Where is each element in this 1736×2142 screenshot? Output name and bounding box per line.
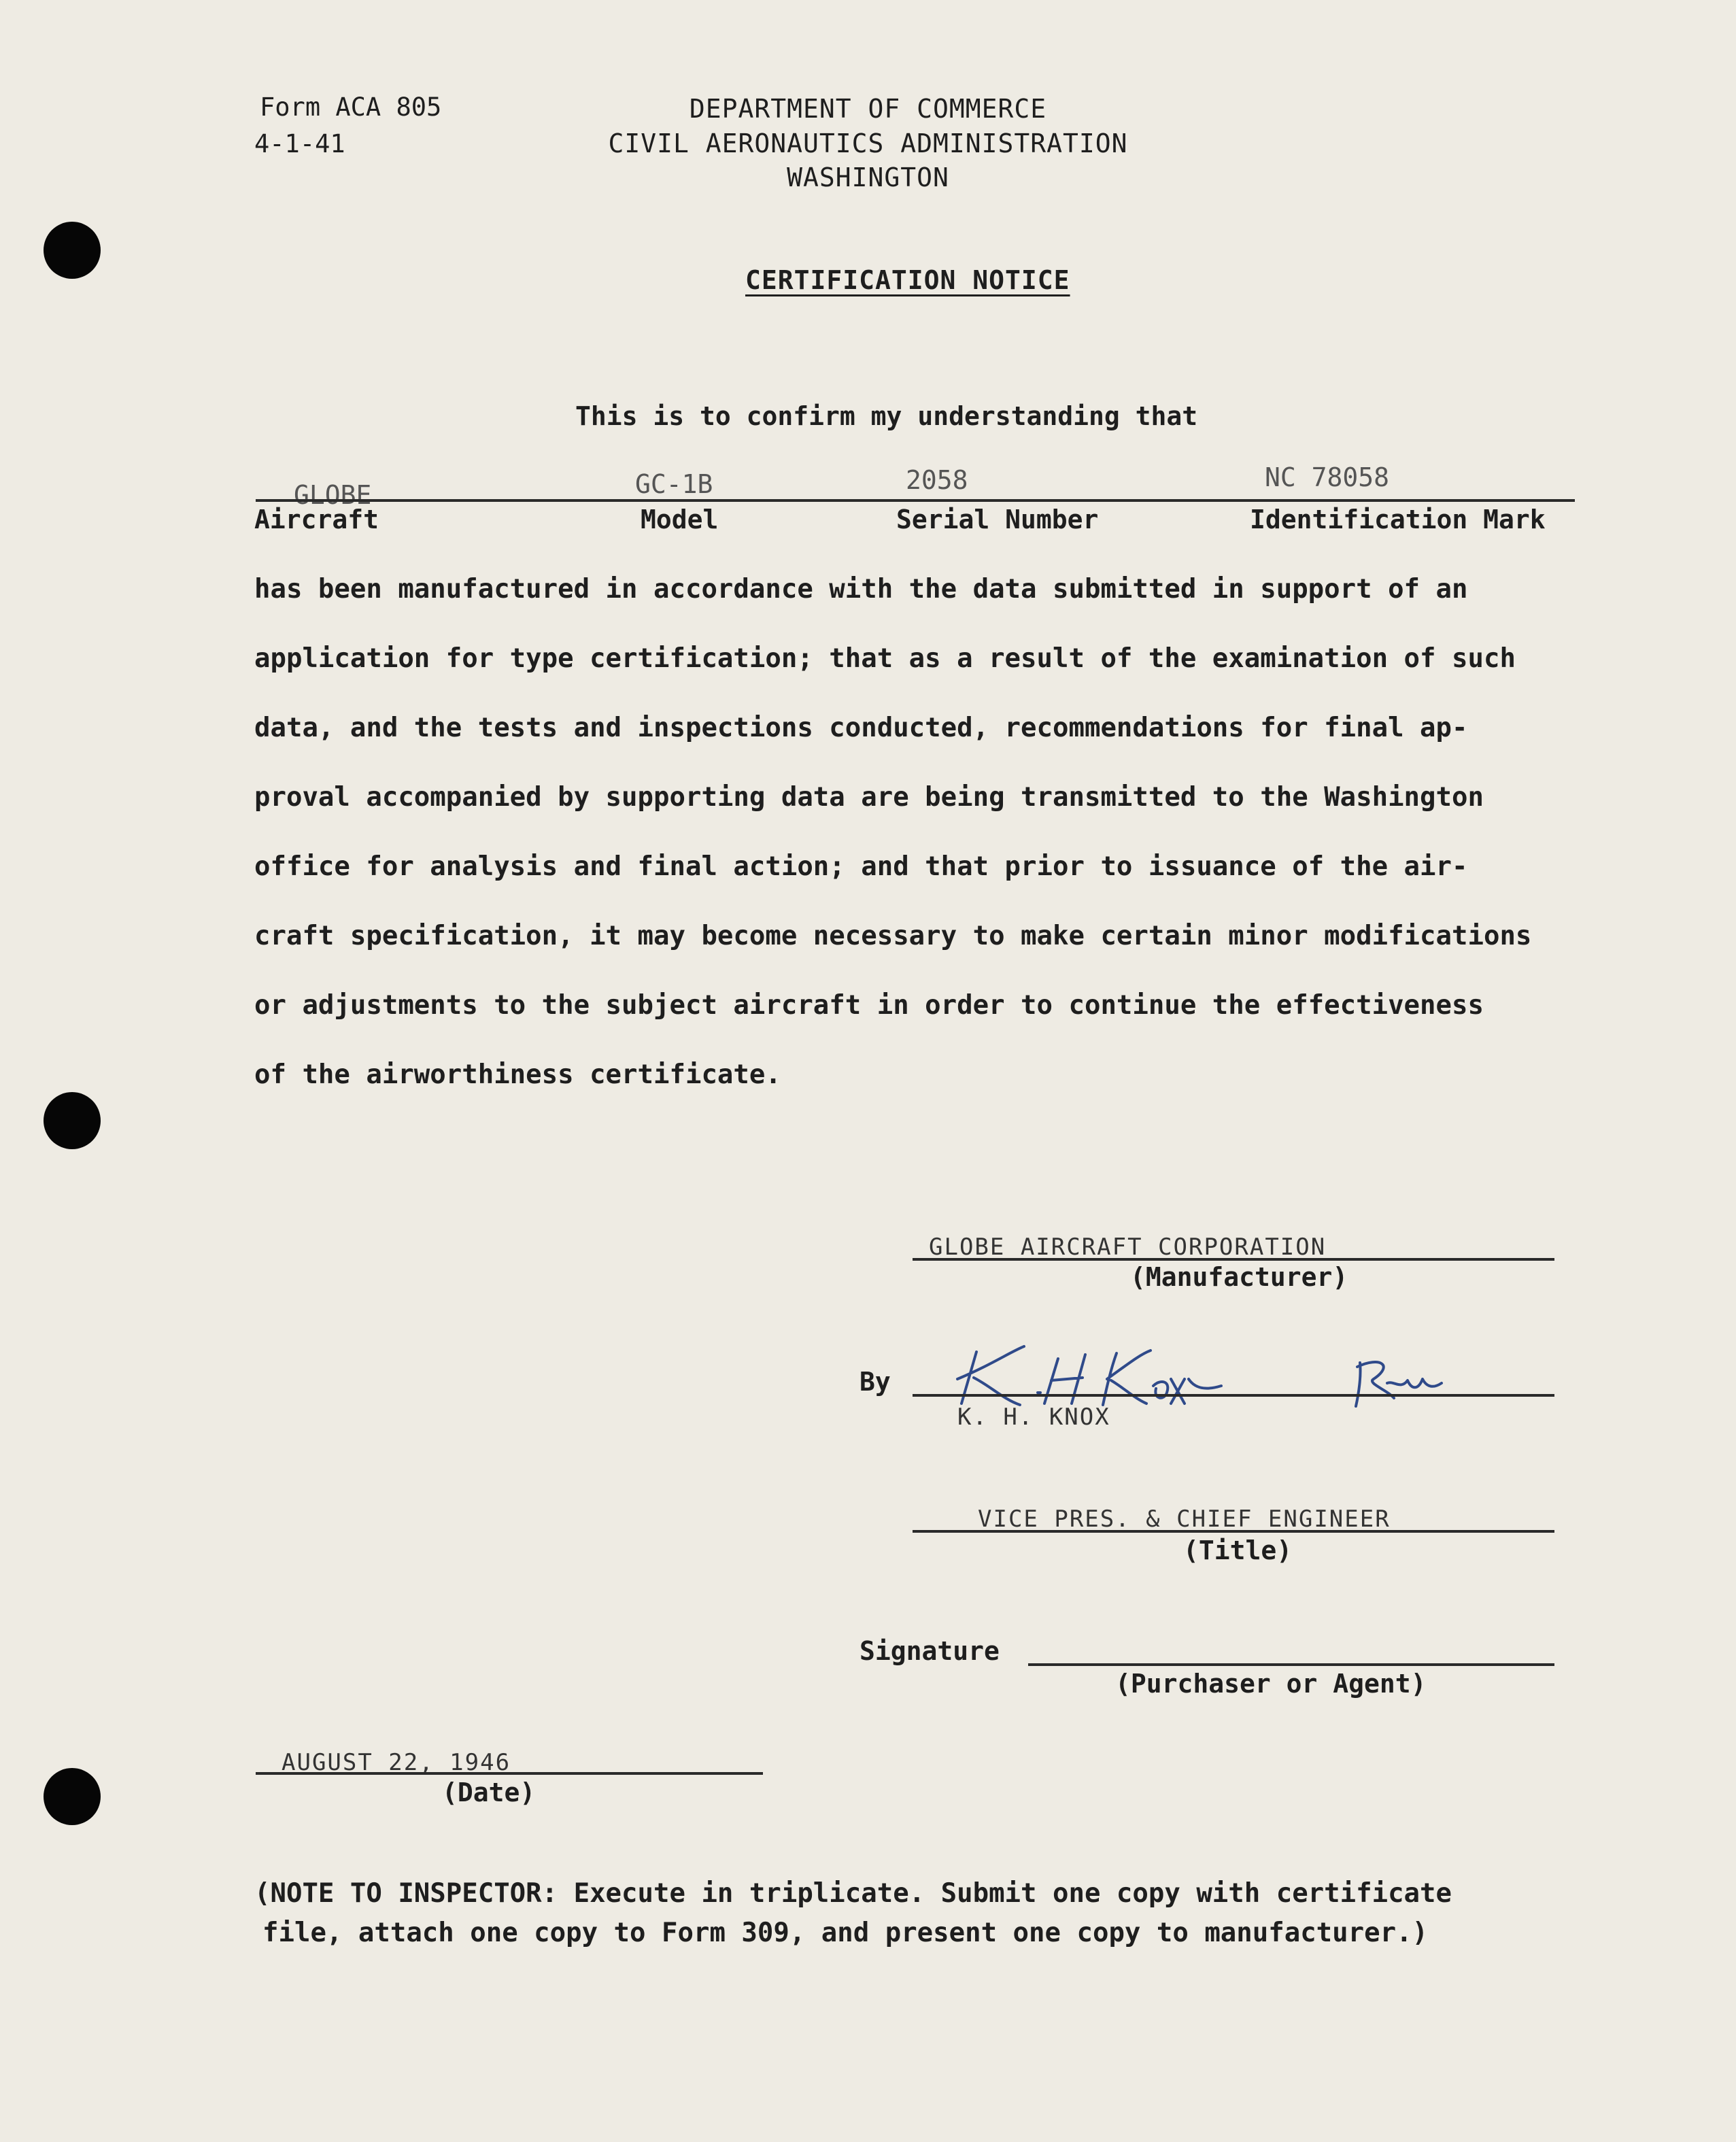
note-line: file, attach one copy to Form 309, and present one copy to manufacturer.) xyxy=(262,1918,1429,1948)
form-date: 4-1-41 xyxy=(254,129,345,158)
paragraph-line: or adjustments to the subject aircraft in order to continue the effectiveness xyxy=(254,990,1484,1021)
aircraft-label: Aircraft xyxy=(254,505,379,534)
header-department: DEPARTMENT OF COMMERCE xyxy=(689,94,1047,124)
punch-hole-middle xyxy=(44,1092,101,1149)
date-value: AUGUST 22, 1946 xyxy=(282,1749,511,1776)
note-line: (NOTE TO INSPECTOR: Execute in triplicate. Submit one copy with certificate xyxy=(254,1878,1452,1909)
paragraph-line: office for analysis and final action; and that prior to issuance of the air- xyxy=(254,851,1468,882)
ident-value: NC 78058 xyxy=(1265,462,1390,492)
model-value: GC-1B xyxy=(635,469,713,499)
title-underline xyxy=(913,1530,1554,1533)
punch-hole-bottom xyxy=(44,1768,101,1825)
by-label: By xyxy=(860,1367,891,1397)
aircraft-value: GLOBE xyxy=(294,480,372,510)
paragraph-line: application for type certification; that as a result of the examination of such xyxy=(254,643,1516,674)
inspector-note xyxy=(254,1874,1452,1953)
manufacturer-underline xyxy=(913,1258,1554,1261)
paragraph-line: of the airworthiness certificate. xyxy=(254,1059,781,1090)
manufacturer-value: GLOBE AIRCRAFT CORPORATION xyxy=(929,1234,1327,1261)
date-caption: (Date) xyxy=(442,1778,536,1807)
paragraph-line: has been manufactured in accordance with the data submitted in support of an xyxy=(254,574,1468,605)
page-title: CERTIFICATION NOTICE xyxy=(745,265,1070,295)
intro-text: This is to confirm my understanding that xyxy=(575,401,1198,431)
date-underline xyxy=(256,1772,763,1775)
ident-label: Identification Mark xyxy=(1250,505,1546,534)
manufacturer-caption: (Manufacturer) xyxy=(1130,1262,1348,1292)
serial-label: Serial Number xyxy=(896,505,1099,534)
handwritten-initials xyxy=(1346,1349,1455,1410)
signature-underline xyxy=(1028,1663,1554,1666)
certification-paragraph xyxy=(254,555,1628,1110)
serial-value: 2058 xyxy=(906,465,968,495)
signer-title-value: VICE PRES. & CHIEF ENGINEER xyxy=(978,1506,1391,1533)
header-agency: CIVIL AERONAUTICS ADMINISTRATION xyxy=(608,129,1128,158)
handwritten-signature xyxy=(949,1338,1235,1413)
signature-label: Signature xyxy=(860,1636,1000,1666)
signer-printed-name: K. H. KNOX xyxy=(957,1404,1110,1431)
header-city: WASHINGTON xyxy=(787,163,949,192)
paragraph-line: data, and the tests and inspections conducted, recommendations for final ap- xyxy=(254,713,1468,743)
paragraph-line: proval accompanied by supporting data are being transmitted to the Washington xyxy=(254,782,1484,813)
punch-hole-top xyxy=(44,222,101,279)
paragraph-line: craft specification, it may become necessary to make certain minor modifications xyxy=(254,921,1532,951)
title-caption: (Title) xyxy=(1183,1535,1293,1565)
by-underline xyxy=(913,1394,1554,1397)
model-label: Model xyxy=(641,505,719,534)
signature-caption: (Purchaser or Agent) xyxy=(1115,1669,1427,1699)
form-number: Form ACA 805 xyxy=(260,92,442,122)
fields-underline xyxy=(256,499,1575,502)
